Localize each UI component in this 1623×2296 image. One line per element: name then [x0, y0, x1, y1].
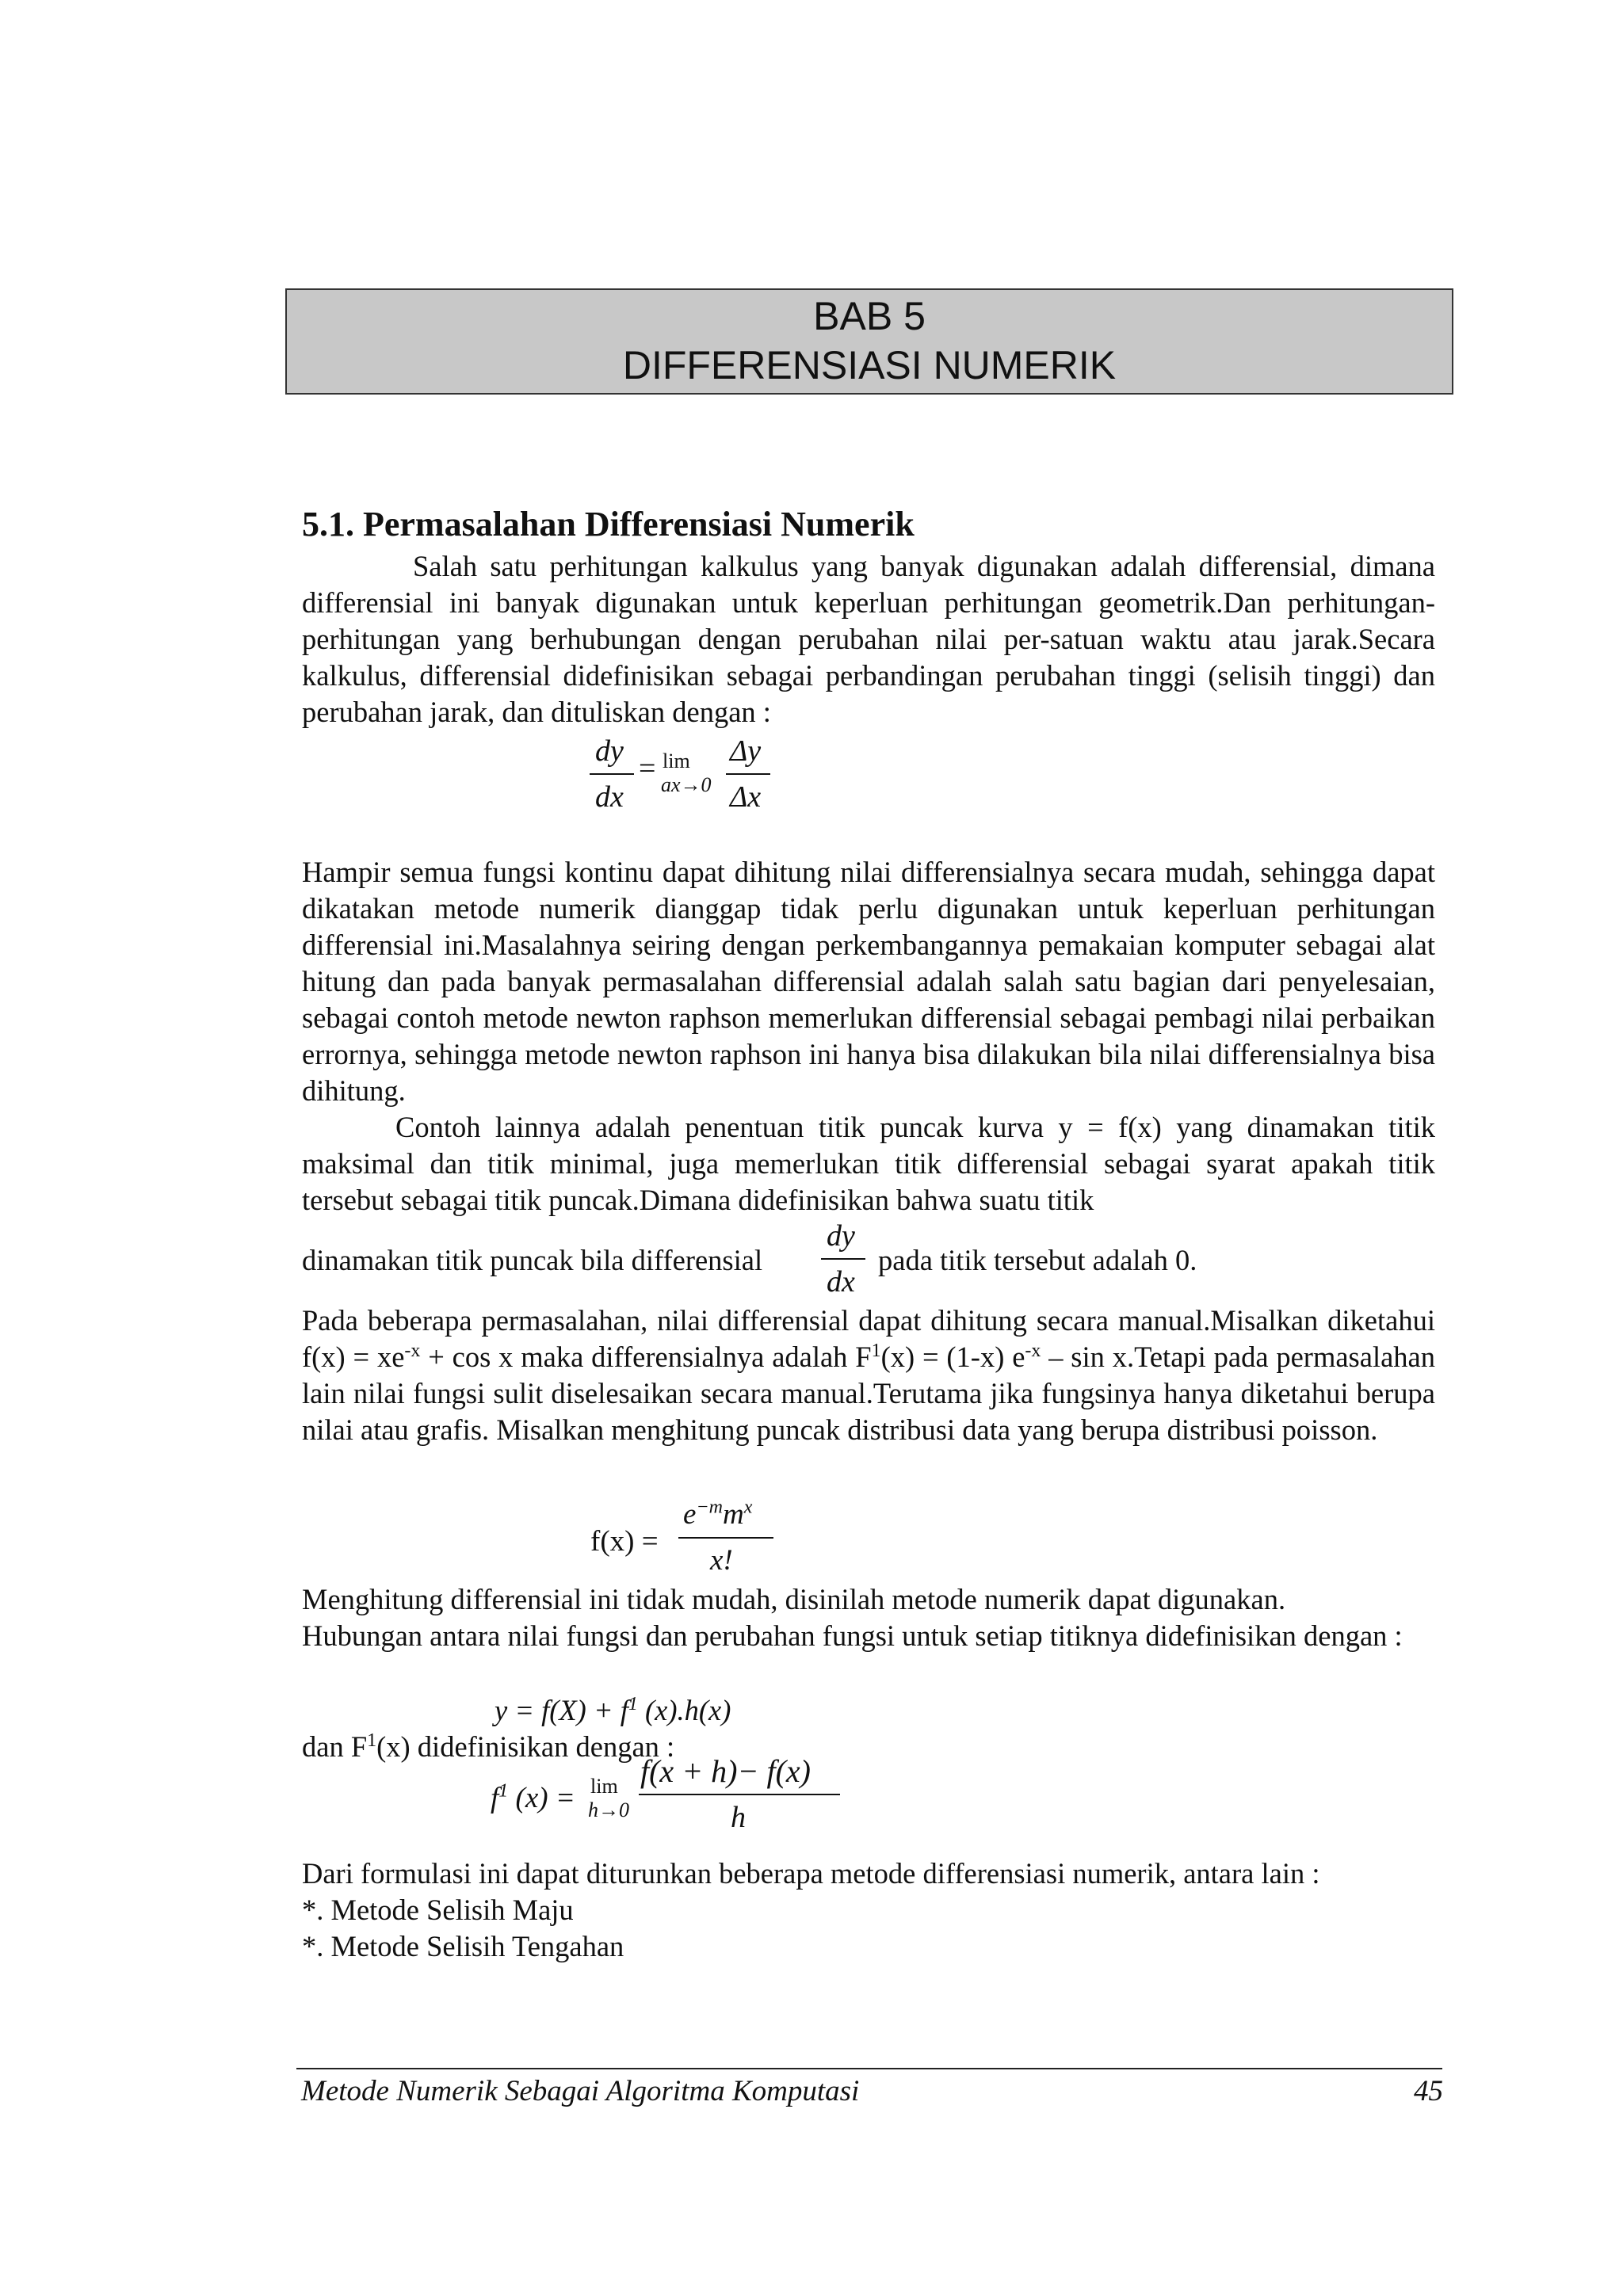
chapter-title-box [285, 288, 1453, 395]
list-item-selisih-tengahan: *. Metode Selisih Tengahan [302, 1930, 624, 1962]
paragraph-8: Dari formulasi ini dapat diturunkan beberapa metode differensiasi numerik, antara lain : [302, 1857, 1320, 1890]
paragraph-3-tail-b: pada titik tersebut adalah 0. [878, 1244, 1197, 1276]
footer-rule [296, 2068, 1442, 2069]
eq4-numerator: f(x + h)− f(x) [640, 1753, 811, 1789]
paragraph-5: Menghitung differensial ini tidak mudah, disinilah metode numerik dapat digunakan. [302, 1583, 1286, 1615]
eq1-denominator: dx [595, 780, 624, 814]
paragraph-6: Hubungan antara nilai fungsi dan perubahan fungsi untuk setiap titiknya didefinisikan dengan : [302, 1619, 1403, 1652]
chapter-title: DIFFERENSIASI NUMERIK [622, 343, 1117, 387]
footer-book-title: Metode Numerik Sebagai Algoritma Komputasi [301, 2075, 860, 2107]
eq-inline-numerator: dy [827, 1219, 855, 1253]
equation-taylor: $y = f(X) + f^1$ (x).h(x) [495, 1693, 731, 1726]
section-heading: 5.1. Permasalahan Differensiasi Numerik [302, 505, 915, 543]
list-item-selisih-maju: *. Metode Selisih Maju [302, 1894, 574, 1926]
paragraph-7: dan $F^1(x)$ didefinisikan dengan : [302, 1730, 675, 1763]
eq-inline-denominator: dx [827, 1265, 855, 1299]
paragraph-3: Contoh lainnya adalah penentuan titik puncak kurva y = f(x) yang dinamakan titik maksimal dan titik minimal, juga memerlukan titik differensial sebagai syarat apakah titik tersebut sebagai titik puncak.Dimana didefinisikan bahwa suatu titik [302, 1111, 1435, 1216]
paragraph-3-tail-a: dinamakan titik puncak bila differensial [302, 1244, 763, 1276]
footer-page-number: 45 [1414, 2075, 1443, 2107]
eq1-rhs-denominator: Δx [730, 780, 762, 814]
eq4-denominator: h [731, 1801, 746, 1834]
paragraph-1: Salah satu perhitungan kalkulus yang banyak digunakan adalah differensial, dimana differensial ini banyak digunakan untuk keperluan perhitungan geometrik.Dan perhitungan-perhitungan yang berhubungan dengan perubahan nilai per-satuan waktu atau jarak.Secara kalkulus, differensial didefinisikan sebagai perbandingan perubahan tinggi (selisih tinggi) dan perubahan jarak, dan dituliskan dengan : [302, 550, 1435, 728]
paragraph-4: Pada beberapa permasalahan, nilai differensial dapat dihitung secara manual.Misalkan diketahui $f(x) = xe^{-x} + \cos x$ maka differensialnya adalah $F^1(x) = (1-x)$ $e^{-x}$ – sin x.Tetapi pada permasalahan lain nilai fungsi sulit diselesaikan secara manual.Terutama jika fungsinya hanya diketahui berupa nilai atau grafis. Misalkan menghitung puncak distribusi data yang berupa distribusi poisson. [302, 1304, 1436, 1446]
eq4-lim-sub: h→0 [588, 1798, 629, 1821]
eq4-lhs: $f^1$ (x) = [491, 1780, 575, 1814]
eq1-lim-sub: ax→0 [661, 773, 712, 796]
eq2-lhs: f(x) = [590, 1525, 659, 1558]
eq2-numerator: $e^{-m}m^x$ [683, 1497, 753, 1531]
eq4-lim: lim [590, 1775, 618, 1798]
paragraph-2: Hampir semua fungsi kontinu dapat dihitung nilai differensialnya secara mudah, sehingga dapat dikatakan metode numerik dianggap tidak perlu digunakan untuk keperluan perhitungan differensial ini.Masalahnya seiring dengan perkembangannya pemakaian komputer sebagai alat hitung dan pada banyak permasalahan differensial adalah salah satu bagian dari penyelesaian, sebagai contoh metode newton raphson memerlukan differensial sebagai pembagi nilai perbaikan errornya, sehingga metode newton raphson ini hanya bisa dilakukan bila nilai differensialnya bisa dihitung. [302, 856, 1435, 1107]
eq1-equals: = [639, 752, 656, 785]
chapter-number: BAB 5 [813, 294, 926, 338]
eq1-lim: lim [663, 749, 690, 772]
eq2-denominator: x! [710, 1544, 733, 1577]
eq1-numerator: dy [595, 734, 624, 768]
eq1-rhs-numerator: Δy [730, 734, 762, 768]
